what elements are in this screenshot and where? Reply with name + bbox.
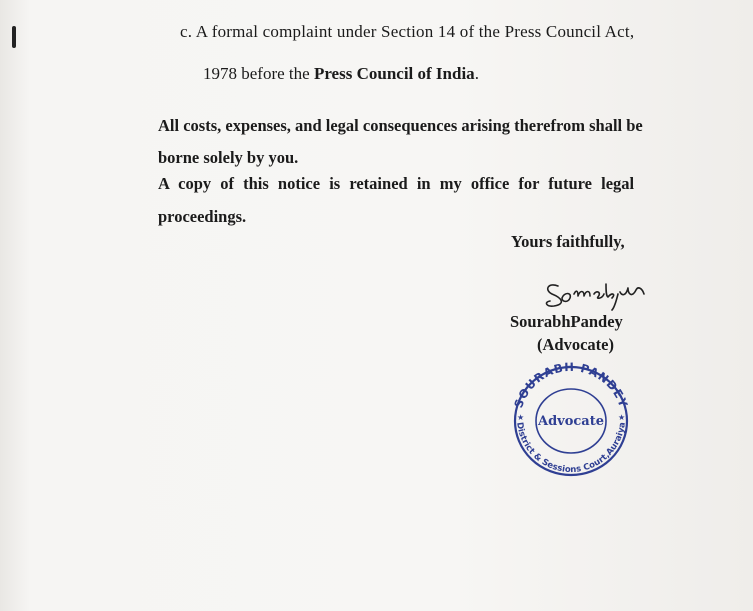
handwritten-signature: [540, 276, 655, 312]
stamp-center-text: Advocate: [537, 414, 605, 429]
copy-paragraph-line-2: proceedings.: [158, 207, 247, 226]
advocate-seal-stamp: [506, 362, 636, 480]
stamp-top-text: SOURABH PANDEY: [511, 362, 631, 410]
copy-paragraph-line-1: A copy of this notice is retained in my office for future legal: [158, 174, 635, 193]
text-prefix: 1978 before the: [203, 64, 314, 83]
stamp-star-icon: ★: [618, 413, 626, 422]
text-suffix: .: [474, 64, 479, 83]
svg-text:District & Sessions Court,Aura: [514, 421, 628, 475]
costs-paragraph-line-2: borne solely by you.: [158, 148, 299, 167]
svg-text:SOURABH PANDEY: [511, 362, 631, 410]
list-marker: c.: [180, 22, 193, 41]
stamp-bottom-text: District & Sessions Court,Auraiya: [514, 421, 628, 476]
press-council-name: Press Council of India: [313, 64, 475, 83]
list-item-c-continued: [203, 64, 479, 84]
edge-mark: [12, 26, 16, 48]
signatory-title: (Advocate): [537, 335, 614, 354]
closing-salutation: Yours faithfully,: [511, 232, 625, 251]
signatory-name: SourabhPandey: [510, 312, 623, 331]
list-item-c: [180, 22, 634, 42]
stamp-star-icon: ★: [517, 413, 525, 422]
costs-paragraph-line-1: All costs, expenses, and legal consequences arising therefrom shall be: [158, 116, 643, 135]
list-item-text: A formal complaint under Section 14 of the Press Council Act,: [195, 22, 635, 41]
